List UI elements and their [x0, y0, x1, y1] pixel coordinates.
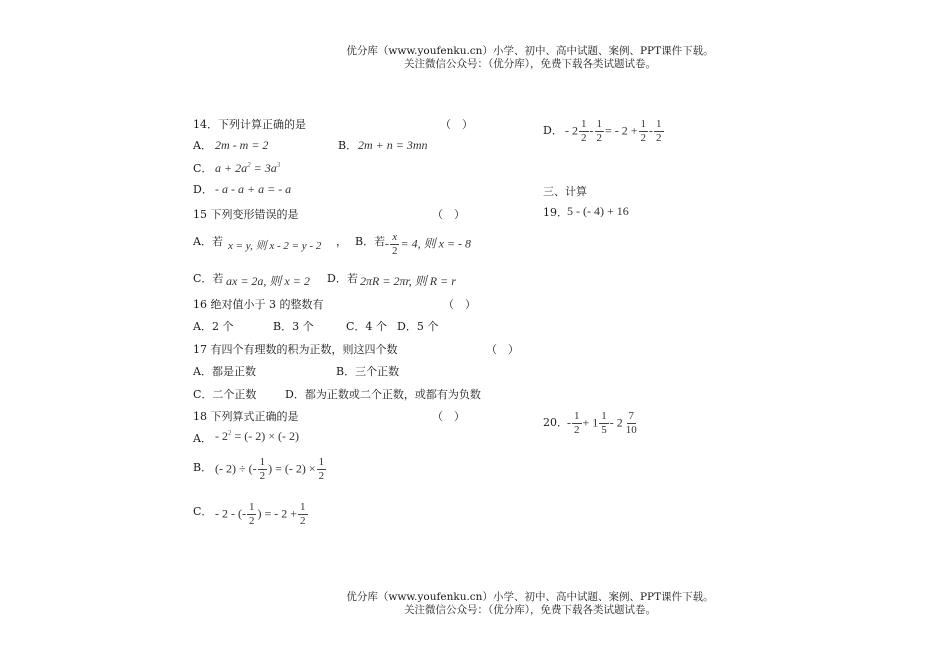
q14-option-c-expr: $a + 2a^2 = 3a^3$ — [215, 161, 281, 175]
fraction-numerator: 1 — [574, 410, 580, 422]
page-footer — [320, 591, 740, 617]
q17-option-a: A．都是正数 — [193, 365, 256, 378]
fraction-denominator: 5 — [601, 424, 607, 436]
fraction-denominator: 2 — [596, 132, 602, 144]
q17-option-d: D．都为正数或二个正数，或都有为负数 — [285, 388, 481, 401]
q15-option-c-label: C．若 — [193, 272, 224, 285]
fraction-numerator: 1 — [300, 501, 306, 513]
fraction-numerator: 1 — [318, 456, 325, 468]
q15-option-c-expr: ax = 2a, 则 x = 2 — [226, 274, 310, 288]
q14-stem: 14．下列计算正确的是 — [193, 118, 306, 131]
fraction-denominator: 2 — [248, 515, 255, 527]
q17-option-b: B．三个正数 — [336, 365, 400, 378]
q18-option-a-label: A． — [193, 432, 212, 445]
footer-line-2: 关注微信公众号：（优分库），免费下载各类试题试卷。 — [404, 604, 656, 616]
q18-option-c-label: C． — [193, 505, 213, 518]
q20-expr: - $\frac{1}{2}$ + 1 $\frac{1}{5}$ - 2 $\frac{7}{10}$ — [567, 410, 637, 436]
q14-option-b-label: B． — [338, 139, 358, 152]
q15-option-b-expr: - $\frac{x}{2}$ = 4, 则 x = - 8 — [385, 231, 472, 257]
q14-option-a-label: A． — [193, 139, 212, 152]
q14-option-d-expr: - a - a + a = - a — [215, 182, 292, 196]
fraction-numerator: 1 — [259, 456, 266, 468]
q14-option-d-right-label: D． — [543, 124, 563, 137]
q16-option-a: A．2 个 — [193, 320, 234, 333]
q15-option-a-expr: x = y, 则 x - 2 = y - 2 — [228, 240, 322, 252]
header-line-1: 优分库（www.youfenku.cn）小学、初中、高中试题、案例、PPT课件下载。 — [346, 45, 714, 57]
q16-option-c: C．4 个 — [346, 320, 387, 333]
fraction-denominator: 2 — [581, 132, 587, 144]
q15-option-d-expr: 2πR = 2πr, 则 R = r — [360, 274, 456, 288]
fraction-denominator: 2 — [259, 470, 266, 482]
footer-line-1: 优分库（www.youfenku.cn）小学、初中、高中试题、案例、PPT课件下载。 — [346, 591, 714, 603]
page-header — [320, 45, 740, 71]
q19-expr: 5 - (- 4) + 16 — [567, 204, 629, 218]
q18-option-c-expr: - 2 - (- $\frac{1}{2}$ ) = - 2 + $\frac{1}{2}$ — [215, 501, 306, 527]
q17-option-c: C．二个正数 — [193, 388, 257, 401]
fraction-numerator: 1 — [248, 501, 255, 513]
q17-stem: 17 有四个有理数的积为正数，则这四个数 — [193, 343, 398, 356]
fraction-numerator: x — [392, 231, 398, 243]
fraction-denominator: 2 — [574, 424, 580, 436]
fraction-numerator: 1 — [656, 118, 662, 130]
q15-option-a-tail: ， — [336, 235, 347, 248]
fraction-denominator: 10 — [625, 424, 637, 436]
fraction-denominator: 2 — [640, 132, 647, 144]
q16-option-d: D．5 个 — [397, 320, 439, 333]
header-line-2: 关注微信公众号：（优分库），免费下载各类试题试卷。 — [404, 58, 656, 70]
q15-answer-paren: （ ） — [432, 208, 465, 221]
fraction-numerator: 1 — [640, 118, 647, 130]
q15-option-b-label: B．若 — [355, 235, 386, 248]
q18-answer-paren: （ ） — [432, 410, 465, 423]
q18-option-a-expr: - $2^2$ = (- 2) × (- 2) — [215, 429, 300, 443]
fraction-numerator: 1 — [601, 410, 607, 422]
fraction-denominator: 2 — [300, 515, 306, 527]
q15-option-a-label: A．若 — [193, 235, 223, 248]
q16-answer-paren: （ ） — [443, 298, 476, 311]
q14-option-b-expr: 2m + n = 3mn — [358, 138, 428, 152]
section-title-calculation: 三、计算 — [543, 185, 587, 198]
q15-stem: 15 下列变形错误的是 — [193, 208, 299, 221]
q16-stem: 16 绝对值小于 3 的整数有 — [193, 298, 324, 311]
q20-label: 20． — [543, 416, 568, 429]
fraction-denominator: 2 — [392, 245, 398, 257]
fraction-numerator: 7 — [628, 410, 635, 422]
q14-option-a-expr: 2m - m = 2 — [215, 138, 269, 152]
fraction-numerator: 1 — [596, 118, 602, 130]
q16-option-b: B．3 个 — [273, 320, 314, 333]
fraction-denominator: 2 — [318, 470, 325, 482]
q18-option-b-label: B． — [193, 461, 213, 474]
q15-option-d-label: D．若 — [327, 272, 358, 285]
q18-option-b-expr: (- 2) ÷ (- $\frac{1}{2}$ ) = (- 2) × $\frac{1}{2}$ — [215, 456, 325, 482]
q17-answer-paren: （ ） — [486, 343, 519, 356]
q14-option-c-label: C． — [193, 162, 213, 175]
q18-stem: 18 下列算式正确的是 — [193, 410, 299, 423]
fraction-numerator: 1 — [581, 118, 587, 130]
q19-label: 19． — [543, 206, 568, 219]
fraction-denominator: 2 — [656, 132, 662, 144]
q14-answer-paren: （ ） — [440, 118, 473, 131]
q14-option-d-right-expr: - 2 $\frac{1}{2}$ - $\frac{1}{2}$ = - 2 + $\frac{1}{2}$ - $\frac{1}{2}$ — [565, 118, 662, 144]
q14-option-d-label: D． — [193, 183, 213, 196]
